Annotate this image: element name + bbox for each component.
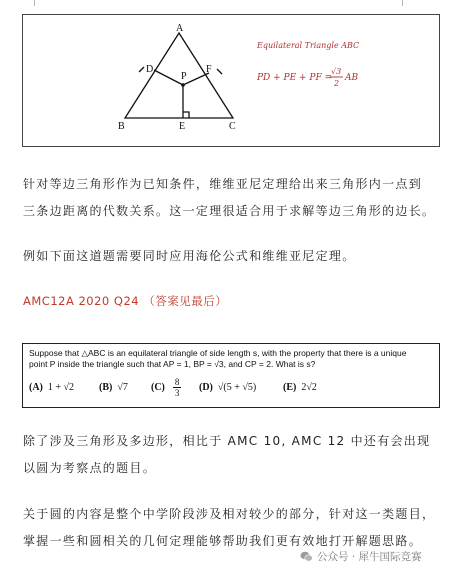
tick-mark-f <box>217 69 222 74</box>
choice-d-text: √(5 + √5) <box>217 381 257 393</box>
tick-mark-d <box>139 67 144 72</box>
paragraph-1-line-1: 针对等边三角形作为已知条件，维维亚尼定理给出来三角形内一点到 <box>23 177 423 191</box>
paragraph-2: 例如下面这道题需要同时应用海伦公式和维维亚尼定理。 <box>23 249 356 263</box>
formula-right: AB <box>345 73 359 83</box>
label-d: D <box>146 64 154 75</box>
choice-c <box>151 372 181 402</box>
choice-c-num: 8 <box>174 376 180 387</box>
paragraph-3-line-1: 除了涉及三角形及多边形，相比于 AMC 10, AMC 12 中还有会出现 <box>23 434 431 448</box>
wechat-icon <box>300 550 313 563</box>
triangle-diagram <box>23 15 441 148</box>
label-p: P <box>181 71 187 82</box>
choice-c-fraction <box>173 377 182 398</box>
watermark-text: 公众号 · 犀牛国际竞赛 <box>317 551 422 563</box>
answer-choices <box>29 372 433 402</box>
choice-b-label: (B) <box>99 381 113 393</box>
choice-a-label: (A) <box>29 381 43 393</box>
figure-caption: Equilateral Triangle ABC <box>257 41 360 50</box>
paragraph-3-line-2: 以圆为考察点的题目。 <box>23 461 157 475</box>
choice-d <box>199 372 256 402</box>
point-p <box>181 83 185 87</box>
triangle-abc <box>125 33 233 118</box>
ruler-tick-left <box>34 0 35 6</box>
label-c: C <box>229 121 236 132</box>
formula-frac-num: √3 <box>331 67 342 76</box>
paragraph-4-line-1: 关于圆的内容是整个中学阶段涉及相对较少的部分，针对这一类题目， <box>23 507 436 521</box>
paragraph-1-line-2: 三条边距离的代数关系。这一定理很适合用于求解等边三角形的边长。 <box>23 204 436 218</box>
choice-b <box>99 372 128 402</box>
problem-box <box>22 343 440 408</box>
choice-e-text: 2√2 <box>301 381 317 393</box>
choice-e <box>283 372 317 402</box>
formula-left: PD + PE + PF = <box>257 73 333 83</box>
choice-a <box>29 372 74 402</box>
choice-a-text: 1 + √2 <box>47 381 75 393</box>
label-e: E <box>179 121 186 132</box>
problem-statement-line-1: Suppose that △ABC is an equilateral triangle of side length s, with the property that there is a unique <box>29 348 407 358</box>
geometry-figure <box>22 14 440 147</box>
choice-d-label: (D) <box>199 381 213 393</box>
ruler-tick-right <box>402 0 403 6</box>
problem-heading: AMC12A 2020 Q24 （答案见最后） <box>23 294 228 308</box>
segment-pd <box>154 70 183 85</box>
label-b: B <box>118 121 125 132</box>
label-f: F <box>206 64 212 75</box>
page-top-rule <box>0 0 464 6</box>
choice-c-label: (C) <box>151 381 165 393</box>
choice-b-text: √7 <box>117 381 128 393</box>
choice-c-den: 3 <box>174 387 180 398</box>
watermark <box>300 549 422 564</box>
right-angle-mark <box>183 112 189 118</box>
paragraph-4-line-2: 掌握一些和圆相关的几何定理能够帮助我们更有效地打开解题思路。 <box>23 534 423 548</box>
choice-e-label: (E) <box>283 381 297 393</box>
formula-frac-den: 2 <box>334 79 340 88</box>
problem-statement-line-2: point P inside the triangle such that AP = 1, BP = √3, and CP = 2. What is s? <box>29 359 316 369</box>
label-a: A <box>176 23 184 34</box>
